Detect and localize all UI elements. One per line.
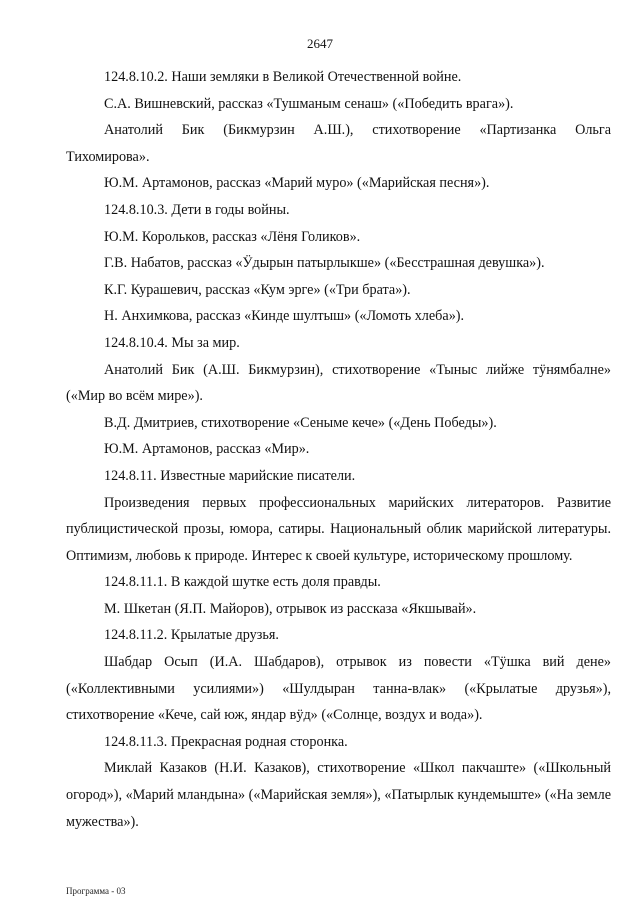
list-item: С.А. Вишневский, рассказ «Тушманым сенаш» («Победить врага»).: [104, 95, 514, 112]
list-item: Шабдар Осып (И.А. Шабдаров), отрывок из повести «Тӱшка вий дене» («Коллективными усилиями») «Шулдыран танна-влак» («Крылатые друзья»), стихотворение «Кече, сай юж, яндар вӱд» («Солнце, воздух и вода»).: [66, 654, 611, 724]
section-heading: 124.8.11.2. Крылатые друзья.: [104, 627, 279, 644]
list-item: Ю.М. Корольков, рассказ «Лёня Голиков».: [104, 228, 361, 245]
section-heading: 124.8.10.4. Мы за мир.: [104, 334, 240, 351]
section-heading: 124.8.11.3. Прекрасная родная сторонка.: [104, 733, 348, 750]
list-item: М. Шкетан (Я.П. Майоров), отрывок из рассказа «Якшывай».: [104, 600, 477, 617]
footer-label: Программа - 03: [66, 886, 126, 896]
list-item: Ю.М. Артамонов, рассказ «Марий муро» («Марийская песня»).: [104, 175, 490, 192]
page-number: 2647: [307, 36, 333, 51]
section-heading: 124.8.11.1. В каждой шутке есть доля правды.: [104, 574, 381, 591]
list-item: Анатолий Бик (Бикмурзин А.Ш.), стихотворение «Партизанка Ольга Тихомирова».: [66, 122, 611, 165]
section-heading: 124.8.11. Известные марийские писатели.: [104, 467, 356, 484]
list-item: В.Д. Дмитриев, стихотворение «Сеныме кече» («День Победы»).: [104, 414, 497, 431]
body-paragraph: Произведения первых профессиональных марийских литераторов. Развитие публицистической прозы, юмора, сатиры. Национальный облик марийской литературы. Оптимизм, любовь к природе. Интерес к своей культуре, историческому прошлому.: [66, 494, 611, 564]
list-item: Анатолий Бик (А.Ш. Бикмурзин), стихотворение «Тыныс лийже тӱнямбалне» («Мир во всём мире»).: [66, 361, 611, 405]
section-heading: 124.8.10.2. Наши земляки в Великой Отечественной войне.: [104, 69, 462, 85]
list-item: Ю.М. Артамонов, рассказ «Мир».: [104, 441, 310, 458]
list-item: Н. Анхимкова, рассказ «Кинде шултыш» («Ломоть хлеба»).: [104, 308, 465, 325]
section-heading: 124.8.10.3. Дети в годы войны.: [104, 201, 290, 218]
list-item: Миклай Казаков (Н.И. Казаков), стихотворение «Школ пакчаште» («Школьный огород»), «Марий мландына» («Марийская земля»), «Патырлык кундемыште» («На земле мужества»).: [66, 760, 611, 830]
list-item: Г.В. Набатов, рассказ «Ӱдырын патырлыкше» («Бесстрашная девушка»).: [104, 255, 545, 272]
document-body: [66, 64, 611, 835]
list-item: К.Г. Курашевич, рассказ «Кум эрге» («Три брата»).: [104, 281, 411, 298]
